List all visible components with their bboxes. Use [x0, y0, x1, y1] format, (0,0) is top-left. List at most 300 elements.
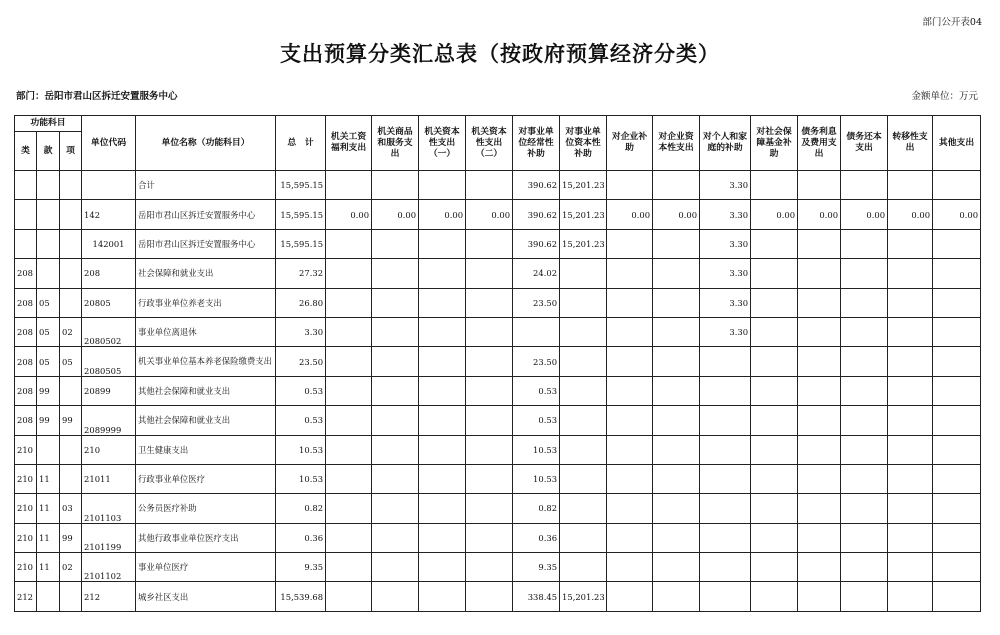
cell-c3: [419, 435, 466, 464]
cell-unit-code: 20805: [82, 288, 136, 317]
cell-c9: 3.30: [700, 171, 751, 200]
cell-c7: [607, 259, 653, 288]
col-header-10: 对社会保障基金补助: [751, 116, 798, 171]
cell-kuan: 05: [37, 347, 60, 376]
cell-c5: 390.62: [513, 229, 560, 258]
cell-c1: [326, 259, 372, 288]
cell-c2: [372, 347, 419, 376]
cell-c12: [841, 259, 888, 288]
cell-c9: 3.30: [700, 229, 751, 258]
cell-c8: [653, 229, 700, 258]
table-row: [15, 376, 981, 405]
cell-c5: 390.62: [513, 200, 560, 229]
cell-lei: 210: [15, 553, 37, 582]
table-row: [15, 171, 981, 200]
cell-c13: [888, 347, 933, 376]
cell-xiang: [60, 259, 82, 288]
table-row: [15, 553, 981, 582]
cell-c7: [607, 229, 653, 258]
cell-c2: [372, 435, 419, 464]
cell-unit-name: 岳阳市君山区拆迁安置服务中心: [136, 229, 276, 258]
cell-unit-name: 行政事业单位医疗: [136, 464, 276, 493]
cell-c13: [888, 171, 933, 200]
cell-c3: [419, 553, 466, 582]
cell-total: 26.80: [276, 288, 326, 317]
cell-c13: [888, 317, 933, 346]
cell-c9: 3.30: [700, 259, 751, 288]
cell-xiang: 03: [60, 494, 82, 523]
cell-c8: 0.00: [653, 200, 700, 229]
cell-c10: [751, 259, 798, 288]
col-header-8: 对企业资本性支出: [653, 116, 700, 171]
cell-c7: [607, 523, 653, 552]
cell-c10: [751, 376, 798, 405]
cell-c10: [751, 171, 798, 200]
cell-total: 0.36: [276, 523, 326, 552]
cell-c3: [419, 347, 466, 376]
cell-c11: [798, 582, 841, 611]
col-header-13: 转移性支出: [888, 116, 933, 171]
cell-c12: [841, 229, 888, 258]
cell-c11: [798, 494, 841, 523]
cell-c3: [419, 464, 466, 493]
cell-unit-name: 公务员医疗补助: [136, 494, 276, 523]
cell-c1: [326, 494, 372, 523]
cell-c8: [653, 553, 700, 582]
cell-c11: [798, 259, 841, 288]
table-row: [15, 582, 981, 611]
cell-lei: 208: [15, 288, 37, 317]
cell-c14: [933, 259, 981, 288]
cell-c1: [326, 347, 372, 376]
cell-kuan: 05: [37, 317, 60, 346]
cell-c8: [653, 582, 700, 611]
cell-c4: [466, 494, 513, 523]
cell-c6: [560, 347, 607, 376]
cell-c8: [653, 171, 700, 200]
table-row: [15, 200, 981, 229]
cell-total: 10.53: [276, 464, 326, 493]
cell-lei: [15, 200, 37, 229]
col-header-11: 债务利息及费用支出: [798, 116, 841, 171]
cell-c13: [888, 582, 933, 611]
cell-unit-name: 卫生健康支出: [136, 435, 276, 464]
col-header-4: 机关资本性支出（二）: [466, 116, 513, 171]
cell-c4: [466, 288, 513, 317]
cell-c9: [700, 553, 751, 582]
cell-c13: [888, 376, 933, 405]
cell-c10: [751, 464, 798, 493]
cell-c14: [933, 288, 981, 317]
cell-xiang: [60, 464, 82, 493]
cell-unit-name: 合计: [136, 171, 276, 200]
cell-unit-name: 事业单位离退休: [136, 317, 276, 346]
cell-xiang: [60, 376, 82, 405]
cell-c9: [700, 406, 751, 435]
cell-c5: 0.36: [513, 523, 560, 552]
cell-unit-name: 事业单位医疗: [136, 553, 276, 582]
cell-c2: [372, 171, 419, 200]
cell-c3: [419, 259, 466, 288]
cell-unit-name: 岳阳市君山区拆迁安置服务中心: [136, 200, 276, 229]
cell-total: 15,595.15: [276, 200, 326, 229]
cell-c9: 3.30: [700, 200, 751, 229]
cell-c2: [372, 523, 419, 552]
cell-xiang: [60, 200, 82, 229]
cell-c13: [888, 288, 933, 317]
cell-unit-name: 城乡社区支出: [136, 582, 276, 611]
cell-c2: [372, 582, 419, 611]
cell-lei: [15, 171, 37, 200]
cell-c12: [841, 406, 888, 435]
cell-c1: [326, 553, 372, 582]
cell-c12: [841, 523, 888, 552]
table-row: [15, 317, 981, 346]
cell-c4: [466, 582, 513, 611]
cell-c13: [888, 494, 933, 523]
cell-c10: [751, 523, 798, 552]
cell-c11: [798, 376, 841, 405]
cell-c13: [888, 435, 933, 464]
cell-c12: [841, 317, 888, 346]
unit-code-header: 单位代码: [82, 116, 136, 171]
unit-name-header: 单位名称（功能科目）: [136, 116, 276, 171]
cell-kuan: 11: [37, 464, 60, 493]
cell-c5: 10.53: [513, 435, 560, 464]
table-row: [15, 229, 981, 258]
cell-c13: [888, 523, 933, 552]
table-row: [15, 347, 981, 376]
cell-lei: 210: [15, 435, 37, 464]
cell-c2: 0.00: [372, 200, 419, 229]
cell-lei: 210: [15, 464, 37, 493]
cell-c6: [560, 494, 607, 523]
cell-c6: [560, 288, 607, 317]
cell-unit-code: 142: [82, 200, 136, 229]
cell-c2: [372, 259, 419, 288]
cell-xiang: [60, 229, 82, 258]
cell-xiang: [60, 582, 82, 611]
cell-c1: [326, 464, 372, 493]
cell-xiang: 02: [60, 317, 82, 346]
cell-c3: [419, 494, 466, 523]
cell-c10: 0.00: [751, 200, 798, 229]
cell-c4: [466, 406, 513, 435]
cell-kuan: 99: [37, 406, 60, 435]
cell-c8: [653, 317, 700, 346]
cell-c6: [560, 317, 607, 346]
cell-unit-name: 社会保障和就业支出: [136, 259, 276, 288]
cell-kuan: 99: [37, 376, 60, 405]
cell-c12: [841, 171, 888, 200]
cell-unit-name: 其他社会保障和就业支出: [136, 376, 276, 405]
cell-c14: [933, 171, 981, 200]
cell-c11: [798, 523, 841, 552]
cell-c12: [841, 582, 888, 611]
cell-unit-code: 142001: [82, 229, 136, 258]
cell-c13: [888, 464, 933, 493]
cell-c2: [372, 229, 419, 258]
cell-c8: [653, 494, 700, 523]
cell-c12: [841, 347, 888, 376]
kuan-header: 款: [37, 132, 60, 171]
table-row: [15, 523, 981, 552]
cell-total: 15,595.15: [276, 171, 326, 200]
cell-c4: 0.00: [466, 200, 513, 229]
cell-unit-code: 20899: [82, 376, 136, 405]
cell-c12: [841, 494, 888, 523]
cell-c3: [419, 582, 466, 611]
cell-c5: 0.53: [513, 376, 560, 405]
cell-c14: [933, 317, 981, 346]
cell-unit-name: 行政事业单位养老支出: [136, 288, 276, 317]
cell-c1: [326, 523, 372, 552]
cell-c14: [933, 435, 981, 464]
cell-unit-code: 21011: [82, 464, 136, 493]
cell-c12: 0.00: [841, 200, 888, 229]
cell-c11: 0.00: [798, 200, 841, 229]
amount-unit-label: 金额单位：万元: [911, 91, 978, 102]
cell-total: 3.30: [276, 317, 326, 346]
cell-c6: 15,201.23: [560, 582, 607, 611]
cell-c3: [419, 376, 466, 405]
cell-c7: [607, 406, 653, 435]
cell-xiang: [60, 435, 82, 464]
cell-c1: [326, 171, 372, 200]
cell-c4: [466, 435, 513, 464]
cell-c3: [419, 288, 466, 317]
cell-unit-name: 其他行政事业单位医疗支出: [136, 523, 276, 552]
cell-c5: 24.02: [513, 259, 560, 288]
cell-c8: [653, 288, 700, 317]
cell-c14: [933, 464, 981, 493]
cell-c4: [466, 259, 513, 288]
cell-c7: [607, 464, 653, 493]
cell-c8: [653, 259, 700, 288]
cell-kuan: [37, 259, 60, 288]
cell-c6: [560, 553, 607, 582]
cell-c9: [700, 435, 751, 464]
cell-c5: 0.82: [513, 494, 560, 523]
cell-c4: [466, 317, 513, 346]
cell-unit-name: 机关事业单位基本养老保险缴费支出: [136, 347, 276, 376]
lei-header: 类: [15, 132, 37, 171]
cell-c8: [653, 406, 700, 435]
cell-c7: 0.00: [607, 200, 653, 229]
col-header-5: 对事业单位经常性补助: [513, 116, 560, 171]
cell-c7: [607, 347, 653, 376]
cell-c10: [751, 229, 798, 258]
cell-c10: [751, 494, 798, 523]
cell-unit-code: 2080505: [82, 347, 136, 376]
cell-c1: [326, 317, 372, 346]
col-header-1: 机关工资福利支出: [326, 116, 372, 171]
cell-c9: 3.30: [700, 317, 751, 346]
table-row: [15, 259, 981, 288]
cell-c5: 390.62: [513, 171, 560, 200]
cell-c14: [933, 553, 981, 582]
cell-kuan: [37, 229, 60, 258]
cell-c9: [700, 464, 751, 493]
cell-kuan: 11: [37, 494, 60, 523]
cell-c8: [653, 347, 700, 376]
cell-c10: [751, 435, 798, 464]
cell-xiang: 99: [60, 523, 82, 552]
cell-c12: [841, 435, 888, 464]
cell-c3: [419, 523, 466, 552]
cell-c9: [700, 494, 751, 523]
cell-lei: 212: [15, 582, 37, 611]
col-header-12: 债务还本支出: [841, 116, 888, 171]
cell-c10: [751, 582, 798, 611]
cell-c14: [933, 347, 981, 376]
cell-lei: 210: [15, 523, 37, 552]
cell-lei: [15, 229, 37, 258]
cell-c6: [560, 376, 607, 405]
cell-total: 0.82: [276, 494, 326, 523]
cell-total: 27.32: [276, 259, 326, 288]
cell-unit-code: 208: [82, 259, 136, 288]
cell-lei: 208: [15, 347, 37, 376]
cell-unit-code: 2101103: [82, 494, 136, 523]
cell-c1: 0.00: [326, 200, 372, 229]
cell-c14: 0.00: [933, 200, 981, 229]
cell-c1: [326, 435, 372, 464]
func-subject-header: 功能科目: [15, 116, 82, 132]
cell-kuan: 05: [37, 288, 60, 317]
cell-c9: [700, 347, 751, 376]
xiang-header: 项: [60, 132, 82, 171]
cell-c6: [560, 464, 607, 493]
cell-c11: [798, 435, 841, 464]
cell-c11: [798, 464, 841, 493]
table-body: [15, 171, 981, 612]
cell-c5: 9.35: [513, 553, 560, 582]
col-header-6: 对事业单位资本性补助: [560, 116, 607, 171]
cell-c7: [607, 435, 653, 464]
cell-c8: [653, 523, 700, 552]
col-header-3: 机关资本性支出（一）: [419, 116, 466, 171]
cell-c8: [653, 435, 700, 464]
table-row: [15, 464, 981, 493]
cell-lei: 210: [15, 494, 37, 523]
cell-c6: [560, 523, 607, 552]
table-row: [15, 435, 981, 464]
cell-total: 15,539.68: [276, 582, 326, 611]
cell-c11: [798, 171, 841, 200]
cell-c4: [466, 171, 513, 200]
cell-c13: [888, 406, 933, 435]
cell-c6: [560, 259, 607, 288]
cell-c2: [372, 376, 419, 405]
cell-unit-code: 212: [82, 582, 136, 611]
cell-c2: [372, 464, 419, 493]
cell-total: 0.53: [276, 376, 326, 405]
cell-c3: [419, 317, 466, 346]
cell-c14: [933, 229, 981, 258]
col-header-14: 其他支出: [933, 116, 981, 171]
cell-c1: [326, 406, 372, 435]
cell-xiang: 99: [60, 406, 82, 435]
cell-c7: [607, 171, 653, 200]
cell-lei: 208: [15, 406, 37, 435]
cell-lei: 208: [15, 376, 37, 405]
col-header-2: 机关商品和服务支出: [372, 116, 419, 171]
cell-c7: [607, 494, 653, 523]
cell-c11: [798, 347, 841, 376]
cell-xiang: [60, 288, 82, 317]
cell-c7: [607, 553, 653, 582]
cell-unit-code: 210: [82, 435, 136, 464]
department-label: 部门：岳阳市君山区拆迁安置服务中心: [16, 91, 178, 102]
cell-c7: [607, 376, 653, 405]
cell-unit-code: 2089999: [82, 406, 136, 435]
cell-c14: [933, 582, 981, 611]
cell-c5: 338.45: [513, 582, 560, 611]
cell-c4: [466, 553, 513, 582]
table-row: [15, 406, 981, 435]
cell-c14: [933, 376, 981, 405]
cell-c6: 15,201.23: [560, 171, 607, 200]
cell-c9: [700, 376, 751, 405]
cell-unit-name: 其他社会保障和就业支出: [136, 406, 276, 435]
cell-c11: [798, 317, 841, 346]
page-title: 支出预算分类汇总表（按政府预算经济分类）: [280, 41, 720, 66]
cell-lei: 208: [15, 259, 37, 288]
cell-unit-code: 2101102: [82, 553, 136, 582]
col-header-9: 对个人和家庭的补助: [700, 116, 751, 171]
cell-unit-code: 2080502: [82, 317, 136, 346]
cell-c3: [419, 171, 466, 200]
total-header: 总 计: [276, 116, 326, 171]
cell-c2: [372, 553, 419, 582]
cell-c11: [798, 288, 841, 317]
cell-c1: [326, 376, 372, 405]
cell-c12: [841, 288, 888, 317]
cell-c2: [372, 406, 419, 435]
cell-c9: [700, 582, 751, 611]
cell-c10: [751, 347, 798, 376]
cell-kuan: [37, 582, 60, 611]
cell-xiang: 02: [60, 553, 82, 582]
cell-c11: [798, 406, 841, 435]
cell-c1: [326, 229, 372, 258]
cell-kuan: [37, 200, 60, 229]
table-row: [15, 494, 981, 523]
cell-kuan: [37, 171, 60, 200]
cell-c5: 10.53: [513, 464, 560, 493]
cell-xiang: [60, 171, 82, 200]
cell-c10: [751, 317, 798, 346]
cell-c10: [751, 553, 798, 582]
cell-unit-code: [82, 171, 136, 200]
cell-c2: [372, 494, 419, 523]
cell-c11: [798, 553, 841, 582]
cell-c7: [607, 582, 653, 611]
cell-c7: [607, 317, 653, 346]
cell-c2: [372, 317, 419, 346]
cell-kuan: 11: [37, 553, 60, 582]
cell-c5: 23.50: [513, 288, 560, 317]
cell-kuan: 11: [37, 523, 60, 552]
cell-total: 23.50: [276, 347, 326, 376]
cell-lei: 208: [15, 317, 37, 346]
cell-c5: [513, 317, 560, 346]
cell-c9: 3.30: [700, 288, 751, 317]
cell-xiang: 05: [60, 347, 82, 376]
cell-c13: [888, 259, 933, 288]
cell-c4: [466, 229, 513, 258]
